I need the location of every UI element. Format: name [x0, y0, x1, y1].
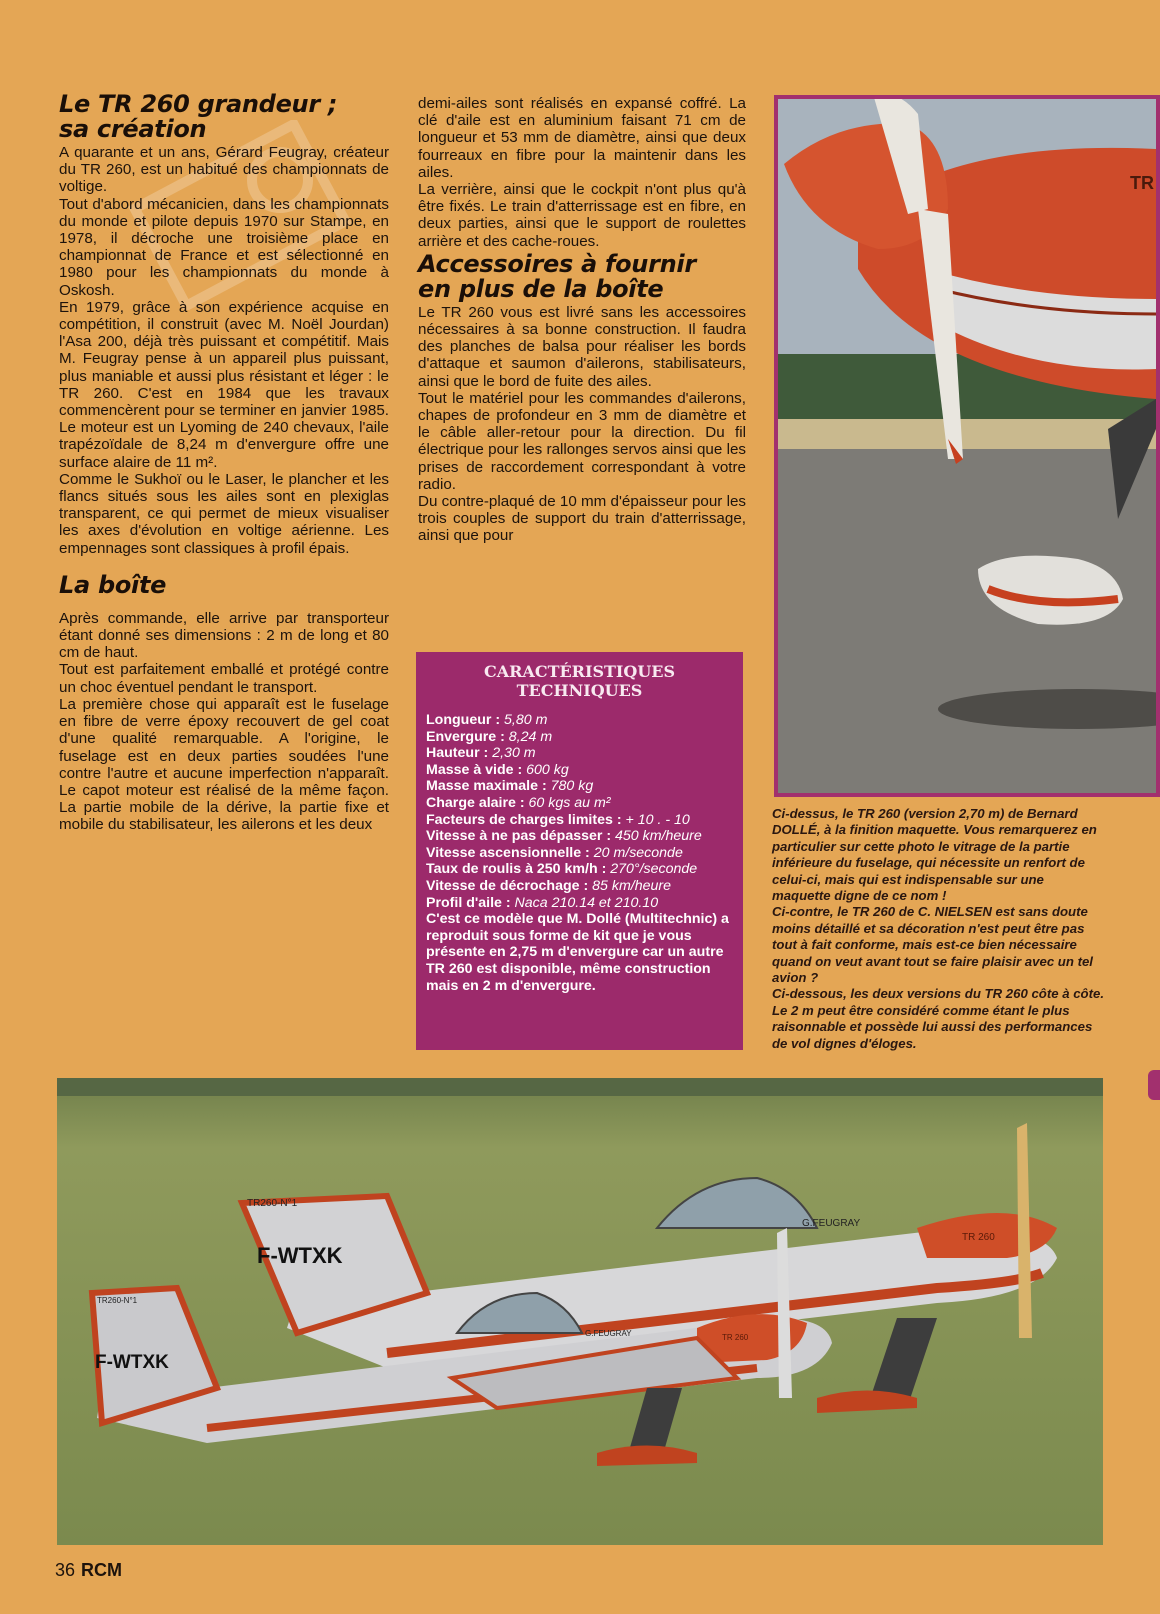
heading-la-boite: La boîte — [59, 570, 167, 599]
caption-paragraph: Ci-dessus, le TR 260 (version 2,70 m) de Bernard DOLLÉ, à la finition maquette. Vous remarquerez en particulier sur cette photo le vitrage de la partie inférieure du fuselage, qui nécessite un renfort de celui-ci, mais qui est indispensable sur une maquette digne de ce nom ! — [772, 806, 1097, 904]
magazine-name: RCM — [81, 1560, 123, 1580]
spec-row: Masse maximale : 780 kg — [426, 778, 594, 795]
specs-box — [416, 652, 743, 1050]
photo-two-airplanes — [57, 1078, 1103, 1545]
spec-row: Vitesse à ne pas dépasser : 450 km/heure — [426, 828, 702, 845]
photo-airplane-nose — [774, 95, 1160, 797]
spec-row: Longueur : 5,80 m — [426, 712, 548, 728]
article-column-1 — [59, 92, 389, 834]
cowl-label-large: TR 260 — [962, 1232, 995, 1243]
tail-label-large: TR260-N°1 — [247, 1198, 298, 1209]
spec-row: Hauteur : 2,30 m — [426, 745, 536, 762]
page-number: 36 — [55, 1560, 76, 1580]
paragraph-creation: A quarante et un ans, Gérard Feugray, créateur du TR 260, est un habitué des championnats de voltige. Tout d'abord mécanicien, dans les championnats du monde et pilote depuis 1970 sur Stampe, en 1978, il décroche une troisième place en championnat de France et est sélectionné en 1980 pour les championnats du monde à Oskosh. En 1979, grâce à son expérience acquise en compétition, il construit (avec M. Noël Jourdan) l'Asa 200, déjà très puissant et compétitif. Mais M. Feugray pense à un appareil plus puissant, plus maniable et aussi plus résistant et léger : le TR 260. C'est en 1984 que les travaux commencèrent pour se terminer en janvier 1985. Le moteur est un Lyoming de 240 chevaux, l'aile trapézoïdale de 8,24 m d'envergure offre une surface alaire de 11 m². Comme le Sukhoï ou le Laser, le plancher et les flancs situés sous les ailes sont en plexiglas transparent, ce qui permet de mieux visualiser les axes d'évolution en voltige aérienne. Les empennages sont classiques à profil épais. — [59, 144, 389, 557]
pilot-name-large: G.FEUGRAY — [802, 1218, 861, 1229]
paragraph-boite: Après commande, elle arrive par transporteur étant donné ses dimensions : 2 m de long et 80 cm de haut. Tout est parfaitement emballé et protégé contre un choc éventuel pendant le transport. La première chose qui apparaît est le fuselage en fibre de verre époxy recouvert de gel coat d'une qualité remarquable. A l'origine, le fuselage est en deux parties soudées l'une contre l'autre et aucune imperfection n'apparaît. Le capot moteur est réalisé de la même façon. La partie mobile de la dérive, la partie fixe et mobile du stabilisateur, les ailerons et les deux — [59, 609, 389, 834]
specs-title: CARACTÉRISTIQUES TECHNIQUES — [483, 662, 676, 700]
photo-caption — [772, 806, 1105, 1052]
specs-note: C'est ce modèle que M. Dollé (Multitechnic) a reproduit sous forme de kit que je vous présente en 2,75 m d'envergure car un autre TR 260 est disponible, même construction mais en 2 m d'envergure. — [426, 911, 729, 994]
heading-accessoires: Accessoires à fournir en plus de la boîte — [418, 249, 696, 303]
spec-row: Envergure : 8,24 m — [426, 728, 553, 745]
photo-fuselage-label: TR — [1130, 173, 1154, 193]
paragraph-accessoires: Le TR 260 vous est livré sans les accessoires nécessaires à sa bonne construction. Il faudra des planches de balsa pour réaliser les bords d'attaque et saumon d'ailerons, stabilisateurs, ainsi que le bord de fuite des ailes. Tout le matériel pour les commandes d'ailerons, chapes de profondeur en 3 mm de diamètre et le câble aller-retour pour la direction. Du fil électrique pour les rallonges servos ainsi que les prises de raccordement correspondant à votre radio. Du contre-plaqué de 10 mm d'épaisseur pour les trois couples de support du train d'atterrissage, ainsi que pour — [418, 303, 746, 545]
spec-row: Facteurs de charges limites : + 10 . - 10 — [426, 811, 690, 828]
spec-row: Charge alaire : 60 kgs au m² — [426, 794, 611, 811]
article-column-2 — [418, 95, 746, 545]
spec-row: Vitesse de décrochage : 85 km/heure — [426, 877, 671, 894]
pilot-name-small: G.FEUGRAY — [585, 1329, 632, 1338]
heading-creation: Le TR 260 grandeur ; sa création — [59, 90, 338, 143]
registration-large: F-WTXK — [257, 1243, 343, 1268]
registration-small: F-WTXK — [95, 1352, 169, 1373]
page-footer — [55, 1560, 122, 1581]
spec-row: Masse à vide : 600 kg — [426, 761, 569, 778]
caption-paragraph: Ci-contre, le TR 260 de C. NIELSEN est sans doute moins détaillé et sa décoration n'est peut être pas tout à fait conforme, mais est-ce bien nécessaire quand on veut avant tout se faire plaisir avec un tel avion ? — [772, 904, 1093, 986]
spec-row: Profil d'aile : Naca 210.14 et 210.10 — [426, 894, 659, 911]
tail-label-small: TR260-N°1 — [97, 1296, 138, 1305]
cowl-label-small: TR 260 — [722, 1333, 749, 1342]
spec-row: Taux de roulis à 250 km/h : 270°/seconde — [426, 861, 698, 878]
paragraph-demi-ailes: demi-ailes sont réalisés en expansé coffré. La clé d'aile est en aluminium faisant 71 cm de longueur et 53 mm de diamètre, ainsi que deux fourreaux en fibre pour la maintenir dans les ailes. La verrière, ainsi que le cockpit n'ont plus qu'à être fixés. Le train d'atterrissage est en fibre, en deux parties, ainsi que le support de roulettes arrière et des cache-roues. — [418, 95, 746, 250]
edge-tab-marker — [1148, 1070, 1160, 1100]
caption-paragraph: Ci-dessous, les deux versions du TR 260 côte à côte. Le 2 m peut être considéré comme étant le plus raisonnable et possède lui aussi des performances de vol dignes d'éloges. — [772, 986, 1104, 1051]
spec-row: Vitesse ascensionnelle : 20 m/seconde — [426, 844, 683, 861]
